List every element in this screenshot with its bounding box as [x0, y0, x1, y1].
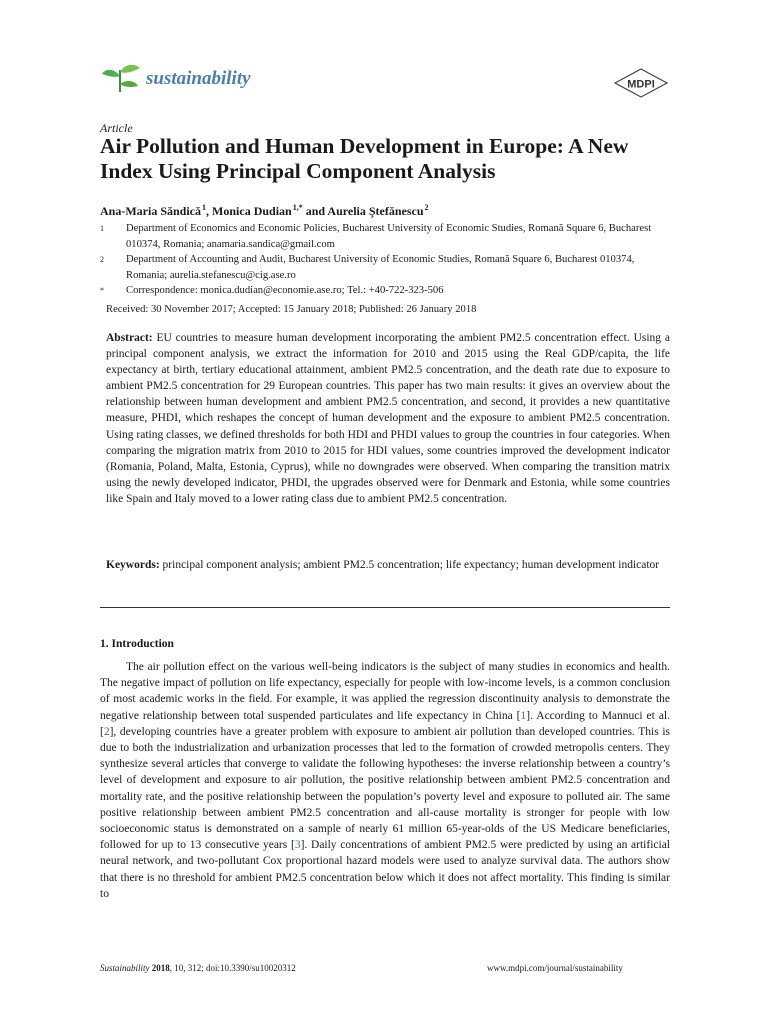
- mdpi-logo-icon: [613, 68, 669, 98]
- journal-leaf-logo-icon: [100, 62, 142, 94]
- correspondence-item: [100, 283, 670, 299]
- author-list: Ana-Maria Săndică $^1$, Monica Dudian $^{1,*}$ and Aurelia Ştefănescu $^2$: [100, 203, 429, 218]
- footer-citation: Sustainability 2018, 10, 312; doi:10.3390/su10020312: [100, 963, 296, 973]
- author-name: Monica Dudian: [212, 204, 292, 218]
- keywords-label: Keywords:: [106, 559, 160, 571]
- author-name: Aurelia Ştefănescu: [327, 204, 424, 218]
- keywords-text: principal component analysis; ambient PM2.5 concentration; life expectancy; human development indicator: [162, 559, 660, 571]
- keywords: [106, 557, 670, 573]
- affiliation-text: Department of Accounting and Audit, Bucharest University of Economic Studies, Romană Square 6, Bucharest 010374, Romania; aurelia.stefanescu@cig.ase.ro: [126, 254, 635, 281]
- author-affiliation-marker: 2: [424, 203, 429, 212]
- citation-link[interactable]: 1: [520, 709, 527, 722]
- author-affiliation-marker: 1,*: [292, 203, 303, 212]
- svg-text:MDPI: MDPI: [627, 78, 655, 91]
- abstract: [106, 330, 670, 507]
- article-type: Article: [100, 121, 133, 135]
- paper-title: Air Pollution and Human Development in Europe: A New Index Using Principal Component Analysis: [100, 134, 629, 183]
- correspondence-text: Correspondence: monica.dudian@economie.ase.ro; Tel.: +40-722-323-506: [126, 285, 444, 296]
- affiliations: [100, 221, 670, 299]
- affiliation-marker: *: [100, 286, 104, 295]
- section-heading: 1. Introduction: [100, 638, 174, 650]
- author-name: Ana-Maria Săndică: [100, 204, 202, 218]
- body-paragraph: The air pollution effect on the various well-being indicators is the subject of many studies in economics and health. The negative impact of pollution on life expectancy, especially for people with low-income levels, is a common conclusion of most academic works in the field. For example, it was applied the regression discontinuity analysis to demonstrate the negative relationship between total suspended particulates and life expectancy in China [1]. According to Mannuci et al. [2], developing countries have a greater problem with exposure to ambient air pollution than developed countries. This is due to both the industrialization and urbanization processes that led to the formation of crowded metropolis centers. They synthesize several articles that converge to validate the following hypotheses: the inverse relationship between a country’s level of development and exposure to air pollution, the positive relationship between ambient PM2.5 concentration and mortality rate, and the positive relationship between the population’s poverty level and exposure to polluted air. The same positive relationship between ambient PM2.5 concentration and all-cause mortality is stronger for people with low socioeconomic status is demonstrated on a sample of nearly 61 million 65-year-olds of the US Medicare beneficiaries, followed for up to 13 consecutive years [3]. Daily concentrations of ambient PM2.5 were predicted by using an artificial neural network, and two-pollutant Cox proportional hazard models were used to analyze survival data. The authors show that there is no threshold for ambient PM2.5 concentration below which it does not affect mortality. This finding is similar to: [100, 661, 671, 900]
- publication-dates: Received: 30 November 2017; Accepted: 15 January 2018; Published: 26 January 2018: [106, 304, 477, 315]
- author-affiliation-marker: 1: [202, 203, 207, 212]
- citation-link[interactable]: 3: [294, 839, 301, 852]
- affiliation-marker: 2: [100, 255, 104, 264]
- abstract-text: EU countries to measure human development incorporating the ambient PM2.5 concentration effect. Using a principal component analysis, we extract the information for 2010 and 2015 using the Real GDP/capita, the life expectancy at birth, tertiary educational attainment, ambient PM2.5 concentration, and the death rate due to exposure to ambient PM2.5 concentration for 29 European countries. This paper has two main results: it gives an overview about the relationship between human development and ambient PM2.5 concentration, and second, it provides a new quantitative measure, PHDI, which reshapes the concept of human development and the exposure to ambient PM2.5 concentration. Using rating classes, we defined thresholds for both HDI and PHDI values to group the countries in four categories. When comparing the migration matrix from 2010 to 2015 for HDI values, some countries improved the development indicator (Romania, Poland, Malta, Estonia, Cyprus), while no downgrades were observed. When comparing the transition matrix using the newly developed indicator, PHDI, the upgrades observed were for Denmark and Estonia, while some countries like Spain and Italy moved to a lower rating class due to ambient PM2.5 concentration.: [106, 332, 671, 505]
- footer-url[interactable]: www.mdpi.com/journal/sustainability: [487, 963, 623, 973]
- journal-name: sustainability: [146, 68, 251, 89]
- affiliation-item: [100, 252, 670, 283]
- abstract-label: Abstract:: [106, 332, 153, 344]
- affiliation-item: [100, 221, 670, 252]
- citation-link[interactable]: 2: [103, 725, 110, 738]
- affiliation-text: Department of Economics and Economic Policies, Bucharest University of Economic Studies, Romană Square 6, Bucharest 010374, Romania; anamaria.sandica@gmail.com: [126, 223, 652, 250]
- affiliation-marker: 1: [100, 224, 104, 233]
- section-divider: [100, 607, 670, 608]
